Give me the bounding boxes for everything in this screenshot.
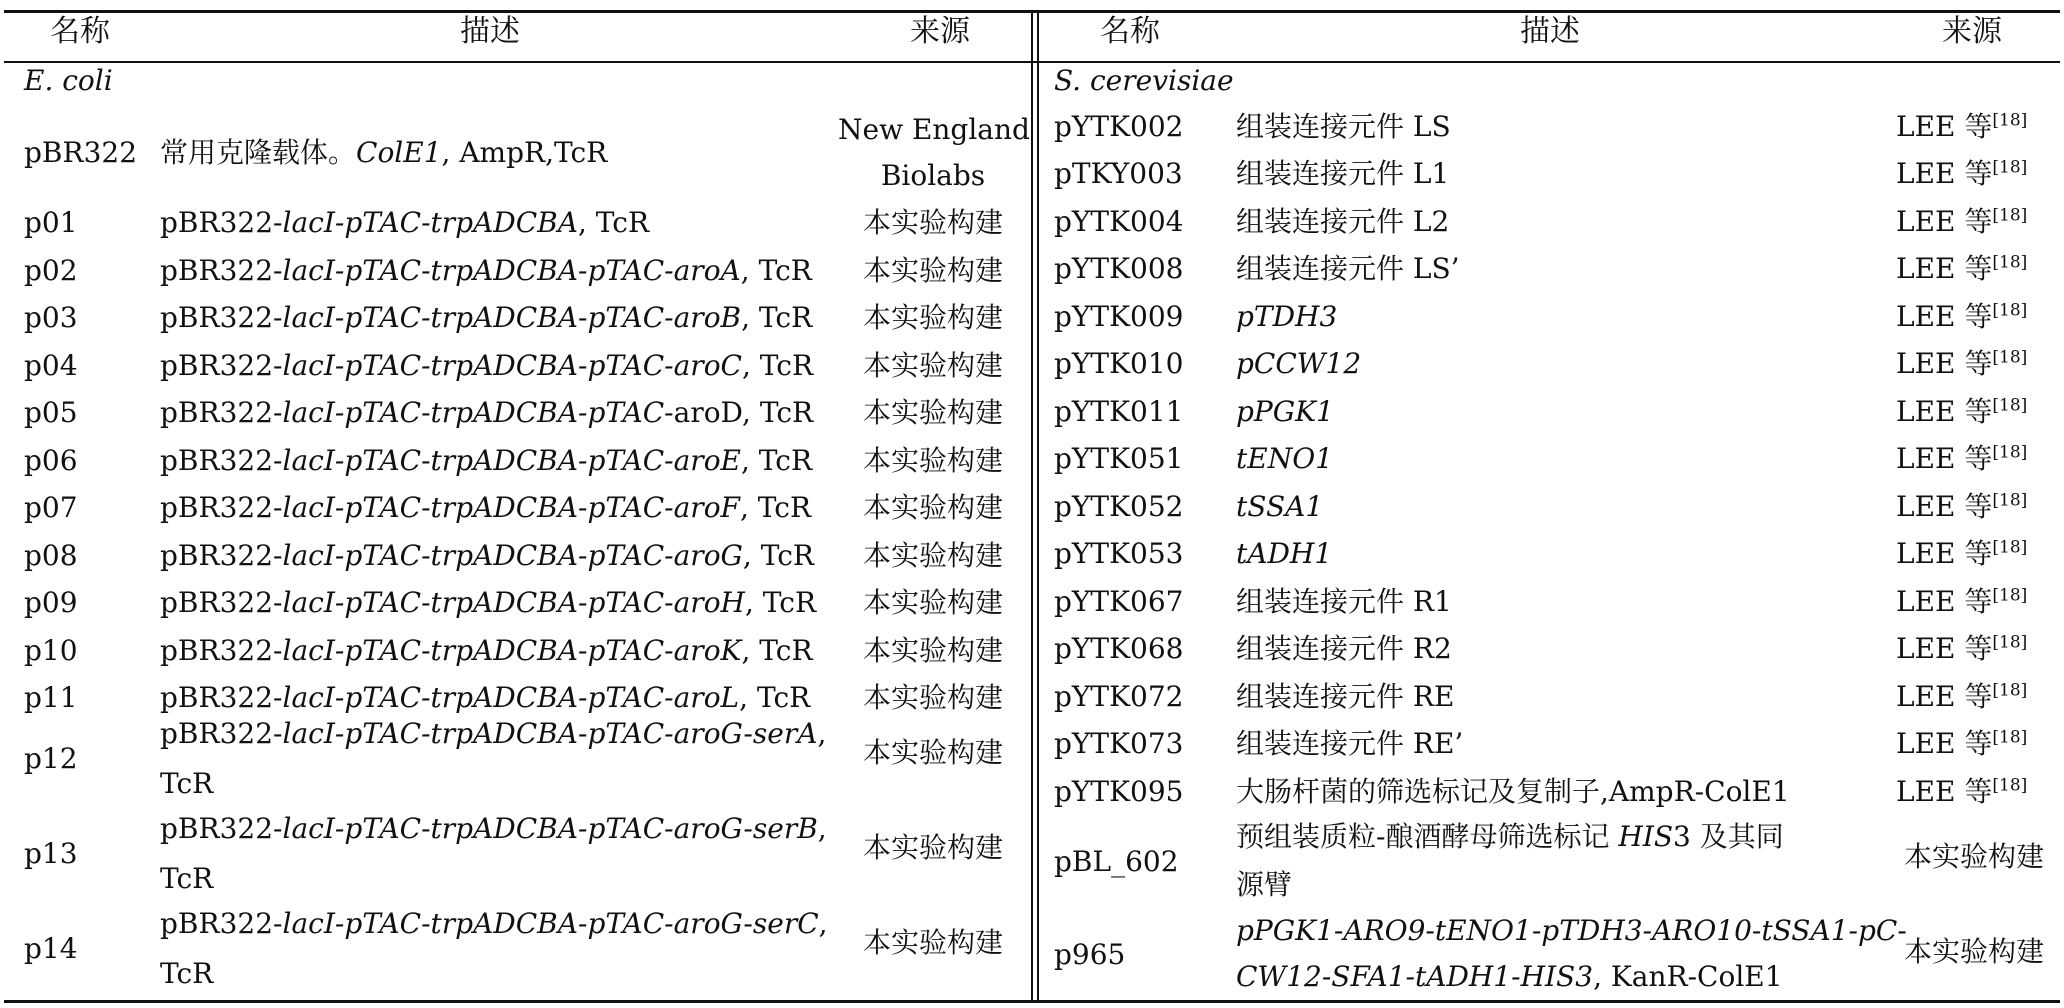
row-name: pTKY003	[1054, 157, 1183, 190]
row-name: p09	[24, 586, 78, 619]
row-desc: tSSA1	[1236, 490, 1324, 523]
row-name: pYTK072	[1054, 680, 1184, 713]
row-source: LEE 等[18]	[1896, 442, 2028, 475]
column-separator-left	[1031, 10, 1033, 1003]
row-source: LEE 等[18]	[1896, 680, 2028, 713]
row-desc: pBR322-lacI-pTAC-trpADCBA-pTAC-aroK, TcR	[160, 634, 813, 667]
row-desc: TcR	[160, 862, 214, 895]
row-source: 本实验构建	[862, 586, 1003, 619]
row-name: p10	[24, 634, 78, 667]
row-name: p04	[24, 349, 78, 382]
row-desc: pCCW12	[1236, 347, 1362, 380]
row-desc: pBR322-lacI-pTAC-trpADCBA, TcR	[160, 206, 650, 239]
row-source: LEE 等[18]	[1896, 727, 2028, 760]
row-name: p03	[24, 301, 78, 334]
reference-superscript: [18]	[1992, 585, 2028, 606]
row-desc: 组装连接元件 L1	[1236, 157, 1450, 190]
row-name: p11	[24, 681, 78, 714]
row-name: pYTK051	[1054, 442, 1184, 475]
reference-superscript: [18]	[1992, 727, 2028, 748]
row-name: pYTK009	[1054, 300, 1184, 333]
row-desc: pPGK1-ARO9-tENO1-pTDH3-ARO10-tSSA1-pC-	[1236, 914, 1907, 947]
row-source: 本实验构建	[862, 254, 1003, 287]
header-desc-left: 描述	[460, 14, 520, 49]
row-desc: pBR322-lacI-pTAC-trpADCBA-pTAC-aroG, TcR	[160, 539, 814, 572]
row-desc: tADH1	[1236, 537, 1333, 570]
row-source: 本实验构建	[862, 444, 1003, 477]
row-desc: 组装连接元件 R2	[1236, 632, 1452, 665]
row-source: LEE 等[18]	[1896, 775, 2028, 808]
row-source: LEE 等[18]	[1896, 300, 2028, 333]
reference-superscript: [18]	[1992, 632, 2028, 653]
row-desc: 组装连接元件 LS	[1236, 110, 1451, 143]
group-label-yeast: S. cerevisiae	[1054, 64, 1234, 97]
row-name: p01	[24, 206, 78, 239]
row-name: pYTK073	[1054, 727, 1184, 760]
row-name: p965	[1054, 938, 1126, 971]
row-source: 本实验构建	[862, 634, 1003, 667]
row-name: pYTK067	[1054, 585, 1184, 618]
row-name: p05	[24, 396, 78, 429]
row-desc: 组装连接元件 RE’	[1236, 727, 1464, 760]
row-name: p02	[24, 254, 78, 287]
row-desc: pPGK1	[1236, 395, 1334, 428]
row-desc: pBR322-lacI-pTAC-trpADCBA-pTAC-aroH, TcR	[160, 586, 817, 619]
header-name-right: 名称	[1100, 14, 1160, 49]
row-desc: 组装连接元件 R1	[1236, 585, 1452, 618]
reference-superscript: [18]	[1992, 490, 2028, 511]
row-desc: 源臂	[1236, 868, 1293, 901]
row-desc: 预组装质粒-酿酒酵母筛选标记 HIS3 及其同	[1236, 820, 1784, 853]
row-desc: pTDH3	[1236, 300, 1338, 333]
row-name: pYTK002	[1054, 110, 1184, 143]
row-name: pYTK068	[1054, 632, 1184, 665]
reference-superscript: [18]	[1992, 680, 2028, 701]
group-label-ecoli: E. coli	[24, 64, 113, 97]
row-source: 本实验构建	[862, 301, 1003, 334]
header-desc-right: 描述	[1520, 14, 1580, 49]
row-source: 本实验构建	[862, 396, 1003, 429]
header-source-right: 来源	[1942, 14, 2002, 49]
row-source: LEE 等[18]	[1896, 110, 2028, 143]
row-desc: 常用克隆载体。ColE1, AmpR,TcR	[160, 136, 608, 169]
reference-superscript: [18]	[1992, 110, 2028, 131]
row-desc: 大肠杆菌的筛选标记及复制子,AmpR-ColE1	[1236, 775, 1790, 808]
row-source: 本实验构建	[1903, 935, 2044, 968]
row-source: 本实验构建	[1903, 840, 2044, 873]
row-name: pBL_602	[1054, 845, 1179, 878]
row-source: LEE 等[18]	[1896, 585, 2028, 618]
reference-superscript: [18]	[1992, 442, 2028, 463]
row-name: pYTK095	[1054, 775, 1184, 808]
row-desc: tENO1	[1236, 442, 1333, 475]
row-desc: pBR322-lacI-pTAC-trpADCBA-pTAC-aroA, TcR	[160, 254, 812, 287]
header-name-left: 名称	[50, 14, 110, 49]
row-desc: pBR322-lacI-pTAC-trpADCBA-pTAC-aroD, TcR	[160, 396, 814, 429]
reference-superscript: [18]	[1992, 205, 2028, 226]
row-source: LEE 等[18]	[1896, 252, 2028, 285]
reference-superscript: [18]	[1992, 347, 2028, 368]
row-source: 本实验构建	[862, 736, 1003, 769]
row-desc: 组装连接元件 LS’	[1236, 252, 1460, 285]
row-source: 本实验构建	[862, 831, 1003, 864]
row-source: LEE 等[18]	[1896, 632, 2028, 665]
row-source: LEE 等[18]	[1896, 537, 2028, 570]
row-name: pYTK011	[1054, 395, 1184, 428]
row-name: pYTK010	[1054, 347, 1184, 380]
row-name: p12	[24, 742, 78, 775]
reference-superscript: [18]	[1992, 775, 2028, 796]
reference-superscript: [18]	[1992, 252, 2028, 273]
row-source: LEE 等[18]	[1896, 205, 2028, 238]
row-name: p13	[24, 837, 78, 870]
row-desc: pBR322-lacI-pTAC-trpADCBA-pTAC-aroL, TcR	[160, 681, 811, 714]
row-name: p06	[24, 444, 78, 477]
reference-superscript: [18]	[1992, 537, 2028, 558]
row-desc: pBR322-lacI-pTAC-trpADCBA-pTAC-aroF, TcR	[160, 491, 812, 524]
row-name: p08	[24, 539, 78, 572]
row-desc: CW12-SFA1-tADH1-HIS3, KanR-ColE1	[1236, 960, 1783, 993]
row-desc: 组装连接元件 L2	[1236, 205, 1450, 238]
reference-superscript: [18]	[1992, 395, 2028, 416]
row-name: pYTK052	[1054, 490, 1184, 523]
row-desc: TcR	[160, 957, 214, 990]
row-source: LEE 等[18]	[1896, 347, 2028, 380]
row-source: LEE 等[18]	[1896, 490, 2028, 523]
row-desc: TcR	[160, 767, 214, 800]
row-source: 本实验构建	[862, 539, 1003, 572]
header-source-left: 来源	[910, 14, 970, 49]
row-source: LEE 等[18]	[1896, 395, 2028, 428]
column-separator-right	[1037, 10, 1039, 1003]
row-desc: pBR322-lacI-pTAC-trpADCBA-pTAC-aroG-serB,	[160, 812, 827, 845]
row-desc: pBR322-lacI-pTAC-trpADCBA-pTAC-aroB, TcR	[160, 301, 813, 334]
row-source: 本实验构建	[862, 681, 1003, 714]
reference-superscript: [18]	[1992, 157, 2028, 178]
reference-superscript: [18]	[1992, 300, 2028, 321]
row-desc: pBR322-lacI-pTAC-trpADCBA-pTAC-aroG-serC,	[160, 907, 828, 940]
row-desc: pBR322-lacI-pTAC-trpADCBA-pTAC-aroG-serA,	[160, 717, 827, 750]
row-name: p14	[24, 932, 78, 965]
row-source: 本实验构建	[862, 491, 1003, 524]
row-name: pYTK004	[1054, 205, 1184, 238]
row-source: Biolabs	[880, 159, 986, 192]
row-source: LEE 等[18]	[1896, 157, 2028, 190]
row-name: pYTK008	[1054, 252, 1184, 285]
row-source: New England	[838, 113, 1030, 146]
row-name: pYTK053	[1054, 537, 1184, 570]
row-desc: pBR322-lacI-pTAC-trpADCBA-pTAC-aroC, TcR	[160, 349, 814, 382]
row-name: p07	[24, 491, 78, 524]
row-desc: 组装连接元件 RE	[1236, 680, 1455, 713]
row-source: 本实验构建	[862, 206, 1003, 239]
row-source: 本实验构建	[862, 349, 1003, 382]
row-name: pBR322	[24, 136, 138, 169]
row-desc: pBR322-lacI-pTAC-trpADCBA-pTAC-aroE, TcR	[160, 444, 813, 477]
row-source: 本实验构建	[862, 926, 1003, 959]
